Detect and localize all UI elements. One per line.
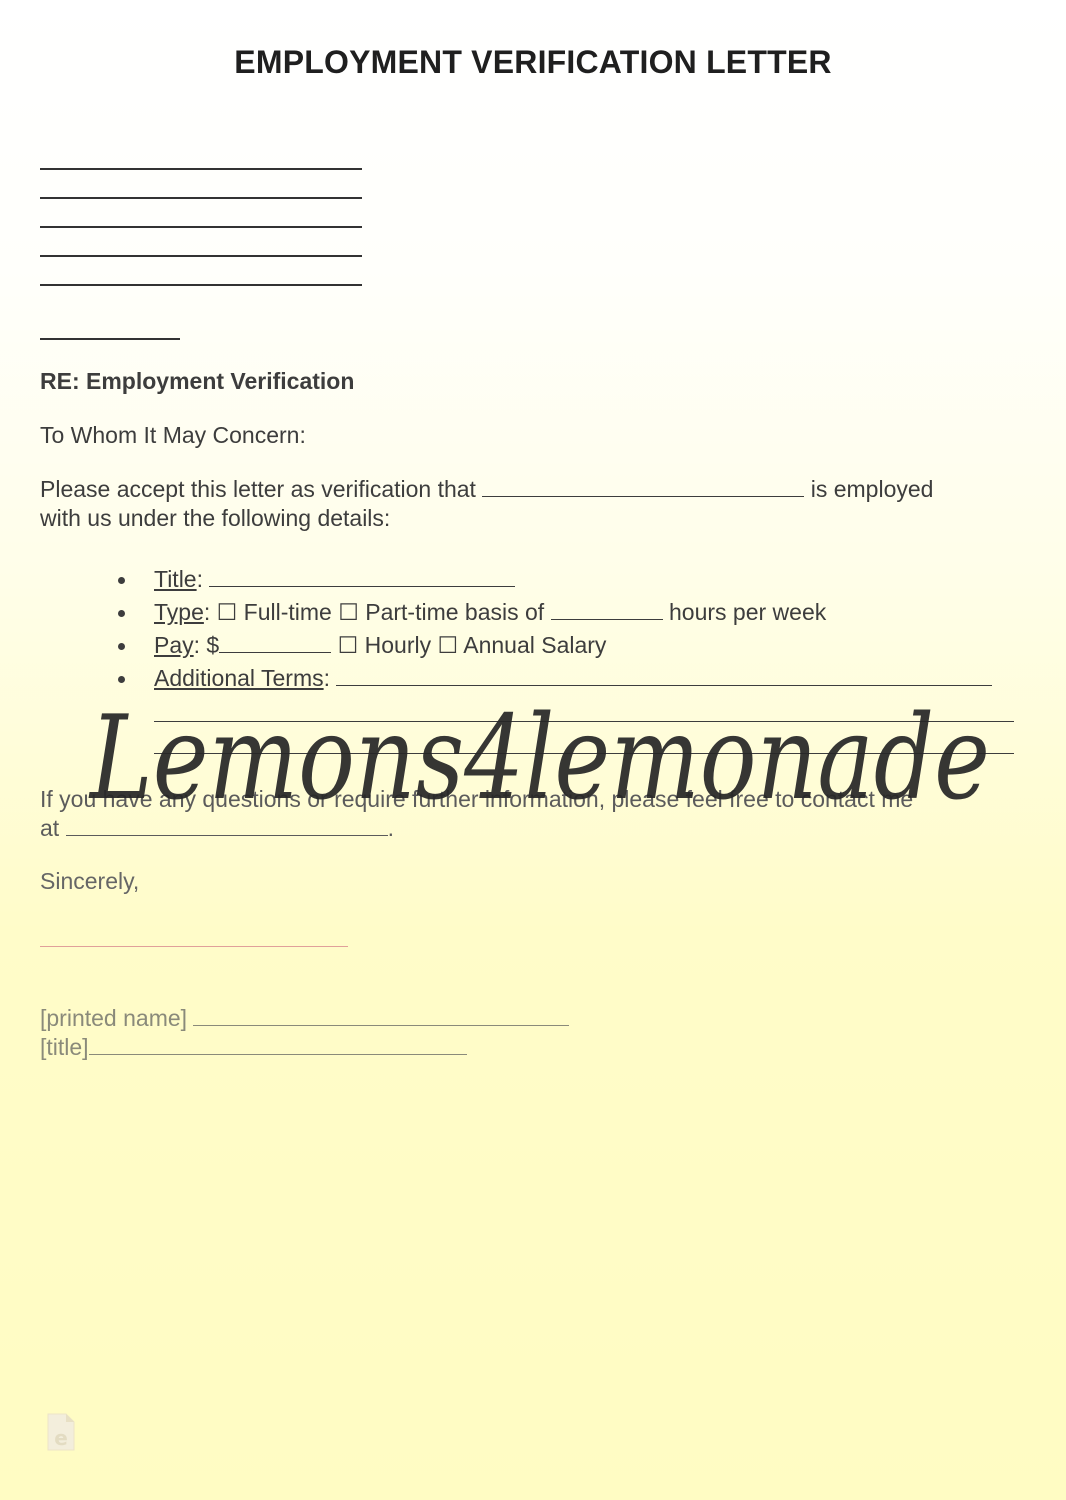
pay-amount-blank[interactable]	[219, 631, 331, 653]
contact-text-line1: If you have any questions or require further information, please feel free to contact me	[40, 786, 914, 812]
additional-terms-label: Additional Terms	[154, 665, 324, 691]
hourly-checkbox[interactable]: ☐	[337, 632, 359, 658]
full-time-label: Full-time	[243, 599, 332, 625]
pay-label: Pay	[154, 632, 194, 658]
recipient-address-line-3[interactable]	[40, 226, 362, 228]
title-label: Title	[154, 566, 197, 592]
employment-details-list	[118, 565, 992, 697]
full-time-checkbox[interactable]: ☐	[216, 599, 238, 625]
intro-paragraph	[40, 475, 933, 533]
recipient-address-line-2[interactable]	[40, 197, 362, 199]
recipient-address-line-1[interactable]	[40, 168, 362, 170]
part-time-label: Part-time basis of	[365, 599, 545, 625]
title-field-blank[interactable]	[89, 1033, 467, 1055]
list-item-additional-terms: Additional Terms:	[118, 664, 992, 697]
recipient-address-line-5[interactable]	[40, 284, 362, 286]
page-title: EMPLOYMENT VERIFICATION LETTER	[234, 44, 832, 80]
hourly-label: Hourly	[364, 632, 432, 658]
document-icon-glyph: e	[54, 1426, 68, 1450]
employee-name-blank[interactable]	[482, 475, 804, 497]
contact-text-suffix: .	[387, 815, 394, 841]
title-field-label: [title]	[40, 1034, 89, 1060]
date-line[interactable]	[40, 338, 180, 340]
intro-text-before: Please accept this letter as verification that	[40, 476, 476, 502]
list-item-type: Type: ☐ Full-time ☐ Part-time basis of hours per week	[118, 598, 992, 631]
hours-suffix: hours per week	[668, 599, 827, 625]
greeting: To Whom It May Concern:	[40, 422, 306, 448]
printed-name-blank[interactable]	[193, 1004, 569, 1026]
annual-salary-label: Annual Salary	[463, 632, 607, 658]
signature-line[interactable]	[40, 946, 348, 947]
intro-text-after: is employed	[810, 476, 934, 502]
closing: Sincerely,	[40, 868, 140, 894]
type-label: Type	[154, 599, 204, 625]
title-blank[interactable]	[209, 565, 515, 587]
currency-symbol: $	[206, 632, 220, 658]
recipient-address-line-4[interactable]	[40, 255, 362, 257]
intro-text-line2: with us under the following details:	[40, 505, 391, 531]
signer-block	[40, 1004, 569, 1062]
contact-text-prefix: at	[40, 815, 60, 841]
re-line: RE: Employment Verification	[40, 368, 355, 394]
watermark-logo	[60, 680, 1020, 850]
part-time-checkbox[interactable]: ☐	[338, 599, 359, 625]
list-item-title: Title:	[118, 565, 992, 598]
printed-name-label: [printed name]	[40, 1005, 188, 1031]
hours-blank[interactable]	[551, 598, 663, 620]
annual-salary-checkbox[interactable]: ☐	[437, 632, 459, 658]
watermark-text: Lemons4lemonade	[88, 691, 991, 826]
document-icon	[46, 1412, 76, 1452]
list-item-pay: Pay: $ ☐ Hourly ☐ Annual Salary	[118, 631, 992, 664]
